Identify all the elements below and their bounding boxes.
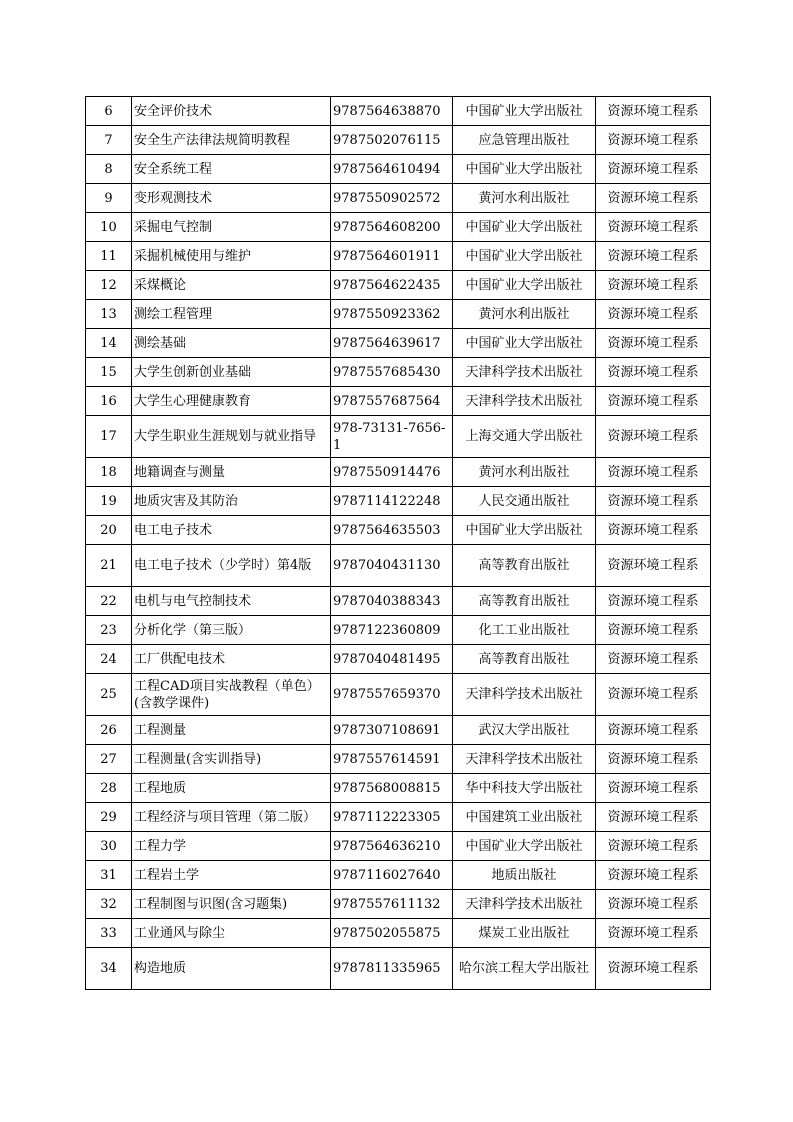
- row-number-cell: 10: [86, 213, 132, 242]
- table-row: [86, 861, 711, 890]
- isbn-cell: 9787568008815: [331, 774, 453, 803]
- publisher-cell: 中国矿业大学出版社: [453, 213, 596, 242]
- publisher-cell: 中国矿业大学出版社: [453, 271, 596, 300]
- book-title-cell: 工程测量: [132, 716, 331, 745]
- department-cell: 资源环境工程系: [596, 948, 711, 990]
- publisher-cell: 中国矿业大学出版社: [453, 516, 596, 545]
- row-number-cell: 14: [86, 329, 132, 358]
- table-row: [86, 587, 711, 616]
- publisher-cell: 黄河水利出版社: [453, 458, 596, 487]
- book-title-cell: 工程力学: [132, 832, 331, 861]
- book-title-cell: 工程地质: [132, 774, 331, 803]
- book-title-cell: 安全系统工程: [132, 155, 331, 184]
- department-cell: 资源环境工程系: [596, 745, 711, 774]
- department-cell: 资源环境工程系: [596, 329, 711, 358]
- publisher-cell: 煤炭工业出版社: [453, 919, 596, 948]
- row-number-cell: 17: [86, 416, 132, 458]
- publisher-cell: 高等教育出版社: [453, 645, 596, 674]
- row-number-cell: 33: [86, 919, 132, 948]
- book-title-cell: 采煤概论: [132, 271, 331, 300]
- isbn-cell: 9787564635503: [331, 516, 453, 545]
- row-number-cell: 30: [86, 832, 132, 861]
- publisher-cell: 中国矿业大学出版社: [453, 329, 596, 358]
- book-title-cell: 测绘基础: [132, 329, 331, 358]
- isbn-cell: 9787550902572: [331, 184, 453, 213]
- book-title-cell: 安全评价技术: [132, 97, 331, 126]
- department-cell: 资源环境工程系: [596, 300, 711, 329]
- table-row: [86, 516, 711, 545]
- department-cell: 资源环境工程系: [596, 616, 711, 645]
- row-number-cell: 32: [86, 890, 132, 919]
- department-cell: 资源环境工程系: [596, 271, 711, 300]
- department-cell: 资源环境工程系: [596, 242, 711, 271]
- isbn-cell: 9787557614591: [331, 745, 453, 774]
- row-number-cell: 12: [86, 271, 132, 300]
- table-row: [86, 832, 711, 861]
- book-title-cell: 工程测量(含实训指导): [132, 745, 331, 774]
- row-number-cell: 15: [86, 358, 132, 387]
- publisher-cell: 地质出版社: [453, 861, 596, 890]
- book-title-cell: 工程岩土学: [132, 861, 331, 890]
- row-number-cell: 27: [86, 745, 132, 774]
- table-row: [86, 242, 711, 271]
- table-row: [86, 890, 711, 919]
- table-row: [86, 271, 711, 300]
- isbn-cell: 9787557685430: [331, 358, 453, 387]
- publisher-cell: 中国矿业大学出版社: [453, 832, 596, 861]
- isbn-cell: 9787550923362: [331, 300, 453, 329]
- row-number-cell: 6: [86, 97, 132, 126]
- department-cell: 资源环境工程系: [596, 861, 711, 890]
- isbn-cell: 9787564610494: [331, 155, 453, 184]
- row-number-cell: 8: [86, 155, 132, 184]
- publisher-cell: 应急管理出版社: [453, 126, 596, 155]
- department-cell: 资源环境工程系: [596, 716, 711, 745]
- isbn-cell: 9787564601911: [331, 242, 453, 271]
- row-number-cell: 28: [86, 774, 132, 803]
- department-cell: 资源环境工程系: [596, 674, 711, 716]
- isbn-cell: 9787564622435: [331, 271, 453, 300]
- table-row: [86, 616, 711, 645]
- isbn-cell: 9787557659370: [331, 674, 453, 716]
- table-row: [86, 716, 711, 745]
- publisher-cell: 黄河水利出版社: [453, 184, 596, 213]
- row-number-cell: 20: [86, 516, 132, 545]
- table-row: [86, 329, 711, 358]
- row-number-cell: 22: [86, 587, 132, 616]
- isbn-cell: 9787502076115: [331, 126, 453, 155]
- publisher-cell: 武汉大学出版社: [453, 716, 596, 745]
- department-cell: 资源环境工程系: [596, 832, 711, 861]
- row-number-cell: 18: [86, 458, 132, 487]
- department-cell: 资源环境工程系: [596, 184, 711, 213]
- publisher-cell: 人民交通出版社: [453, 487, 596, 516]
- row-number-cell: 34: [86, 948, 132, 990]
- publisher-cell: 黄河水利出版社: [453, 300, 596, 329]
- isbn-cell: 9787040431130: [331, 545, 453, 587]
- department-cell: 资源环境工程系: [596, 487, 711, 516]
- isbn-cell: 9787557687564: [331, 387, 453, 416]
- row-number-cell: 29: [86, 803, 132, 832]
- publisher-cell: 华中科技大学出版社: [453, 774, 596, 803]
- table-row: [86, 645, 711, 674]
- book-title-cell: 地质灾害及其防治: [132, 487, 331, 516]
- table-row: [86, 300, 711, 329]
- row-number-cell: 16: [86, 387, 132, 416]
- table-row: [86, 487, 711, 516]
- book-title-cell: 测绘工程管理: [132, 300, 331, 329]
- table-row: [86, 803, 711, 832]
- isbn-cell: 9787122360809: [331, 616, 453, 645]
- isbn-cell: 9787564608200: [331, 213, 453, 242]
- department-cell: 资源环境工程系: [596, 774, 711, 803]
- table-row: [86, 948, 711, 990]
- row-number-cell: 31: [86, 861, 132, 890]
- isbn-cell: 9787564639617: [331, 329, 453, 358]
- table-row: [86, 184, 711, 213]
- publisher-cell: 化工工业出版社: [453, 616, 596, 645]
- isbn-cell: 9787564638870: [331, 97, 453, 126]
- publisher-cell: 中国矿业大学出版社: [453, 97, 596, 126]
- publisher-cell: 天津科学技术出版社: [453, 358, 596, 387]
- department-cell: 资源环境工程系: [596, 458, 711, 487]
- publisher-cell: 天津科学技术出版社: [453, 674, 596, 716]
- book-title-cell: 大学生创新创业基础: [132, 358, 331, 387]
- department-cell: 资源环境工程系: [596, 516, 711, 545]
- isbn-cell: 9787112223305: [331, 803, 453, 832]
- department-cell: 资源环境工程系: [596, 97, 711, 126]
- isbn-cell: 9787116027640: [331, 861, 453, 890]
- table-row: [86, 919, 711, 948]
- table-row: [86, 358, 711, 387]
- department-cell: 资源环境工程系: [596, 803, 711, 832]
- isbn-cell: 9787114122248: [331, 487, 453, 516]
- table-body: [86, 97, 711, 990]
- table-row: [86, 545, 711, 587]
- table-row: [86, 674, 711, 716]
- department-cell: 资源环境工程系: [596, 645, 711, 674]
- book-title-cell: 地籍调查与测量: [132, 458, 331, 487]
- department-cell: 资源环境工程系: [596, 545, 711, 587]
- row-number-cell: 13: [86, 300, 132, 329]
- row-number-cell: 23: [86, 616, 132, 645]
- isbn-cell: 9787040481495: [331, 645, 453, 674]
- book-title-cell: 电工电子技术: [132, 516, 331, 545]
- book-title-cell: 大学生职业生涯规划与就业指导: [132, 416, 331, 458]
- isbn-cell: 9787564636210: [331, 832, 453, 861]
- book-title-cell: 工程制图与识图(含习题集): [132, 890, 331, 919]
- department-cell: 资源环境工程系: [596, 919, 711, 948]
- isbn-cell: 978-73131-7656-1: [331, 416, 453, 458]
- publisher-cell: 天津科学技术出版社: [453, 745, 596, 774]
- table-row: [86, 155, 711, 184]
- department-cell: 资源环境工程系: [596, 126, 711, 155]
- row-number-cell: 9: [86, 184, 132, 213]
- table-row: [86, 416, 711, 458]
- publisher-cell: 天津科学技术出版社: [453, 890, 596, 919]
- book-title-cell: 变形观测技术: [132, 184, 331, 213]
- publisher-cell: 高等教育出版社: [453, 587, 596, 616]
- department-cell: 资源环境工程系: [596, 358, 711, 387]
- table-row: [86, 213, 711, 242]
- row-number-cell: 11: [86, 242, 132, 271]
- publisher-cell: 上海交通大学出版社: [453, 416, 596, 458]
- isbn-cell: 9787557611132: [331, 890, 453, 919]
- publisher-cell: 高等教育出版社: [453, 545, 596, 587]
- row-number-cell: 7: [86, 126, 132, 155]
- department-cell: 资源环境工程系: [596, 587, 711, 616]
- publisher-cell: 哈尔滨工程大学出版社: [453, 948, 596, 990]
- book-title-cell: 安全生产法律法规简明教程: [132, 126, 331, 155]
- book-title-cell: 工程经济与项目管理（第二版）: [132, 803, 331, 832]
- row-number-cell: 21: [86, 545, 132, 587]
- department-cell: 资源环境工程系: [596, 387, 711, 416]
- book-title-cell: 电机与电气控制技术: [132, 587, 331, 616]
- table-row: [86, 745, 711, 774]
- isbn-cell: 9787550914476: [331, 458, 453, 487]
- isbn-cell: 9787811335965: [331, 948, 453, 990]
- table-row: [86, 774, 711, 803]
- department-cell: 资源环境工程系: [596, 213, 711, 242]
- row-number-cell: 25: [86, 674, 132, 716]
- book-title-cell: 分析化学（第三版）: [132, 616, 331, 645]
- isbn-cell: 9787502055875: [331, 919, 453, 948]
- department-cell: 资源环境工程系: [596, 416, 711, 458]
- book-title-cell: 工业通风与除尘: [132, 919, 331, 948]
- row-number-cell: 26: [86, 716, 132, 745]
- publisher-cell: 中国建筑工业出版社: [453, 803, 596, 832]
- book-title-cell: 工程CAD项目实战教程（单色）(含教学课件): [132, 674, 331, 716]
- table-row: [86, 126, 711, 155]
- book-title-cell: 电工电子技术（少学时）第4版: [132, 545, 331, 587]
- book-title-cell: 工厂供配电技术: [132, 645, 331, 674]
- book-title-cell: 采掘机械使用与维护: [132, 242, 331, 271]
- isbn-cell: 9787040388343: [331, 587, 453, 616]
- department-cell: 资源环境工程系: [596, 890, 711, 919]
- row-number-cell: 24: [86, 645, 132, 674]
- book-title-cell: 采掘电气控制: [132, 213, 331, 242]
- book-title-cell: 大学生心理健康教育: [132, 387, 331, 416]
- table-row: [86, 387, 711, 416]
- table-row: [86, 97, 711, 126]
- table-row: [86, 458, 711, 487]
- publisher-cell: 中国矿业大学出版社: [453, 242, 596, 271]
- book-title-cell: 构造地质: [132, 948, 331, 990]
- publisher-cell: 天津科学技术出版社: [453, 387, 596, 416]
- publisher-cell: 中国矿业大学出版社: [453, 155, 596, 184]
- textbook-table: [85, 96, 711, 990]
- department-cell: 资源环境工程系: [596, 155, 711, 184]
- isbn-cell: 9787307108691: [331, 716, 453, 745]
- row-number-cell: 19: [86, 487, 132, 516]
